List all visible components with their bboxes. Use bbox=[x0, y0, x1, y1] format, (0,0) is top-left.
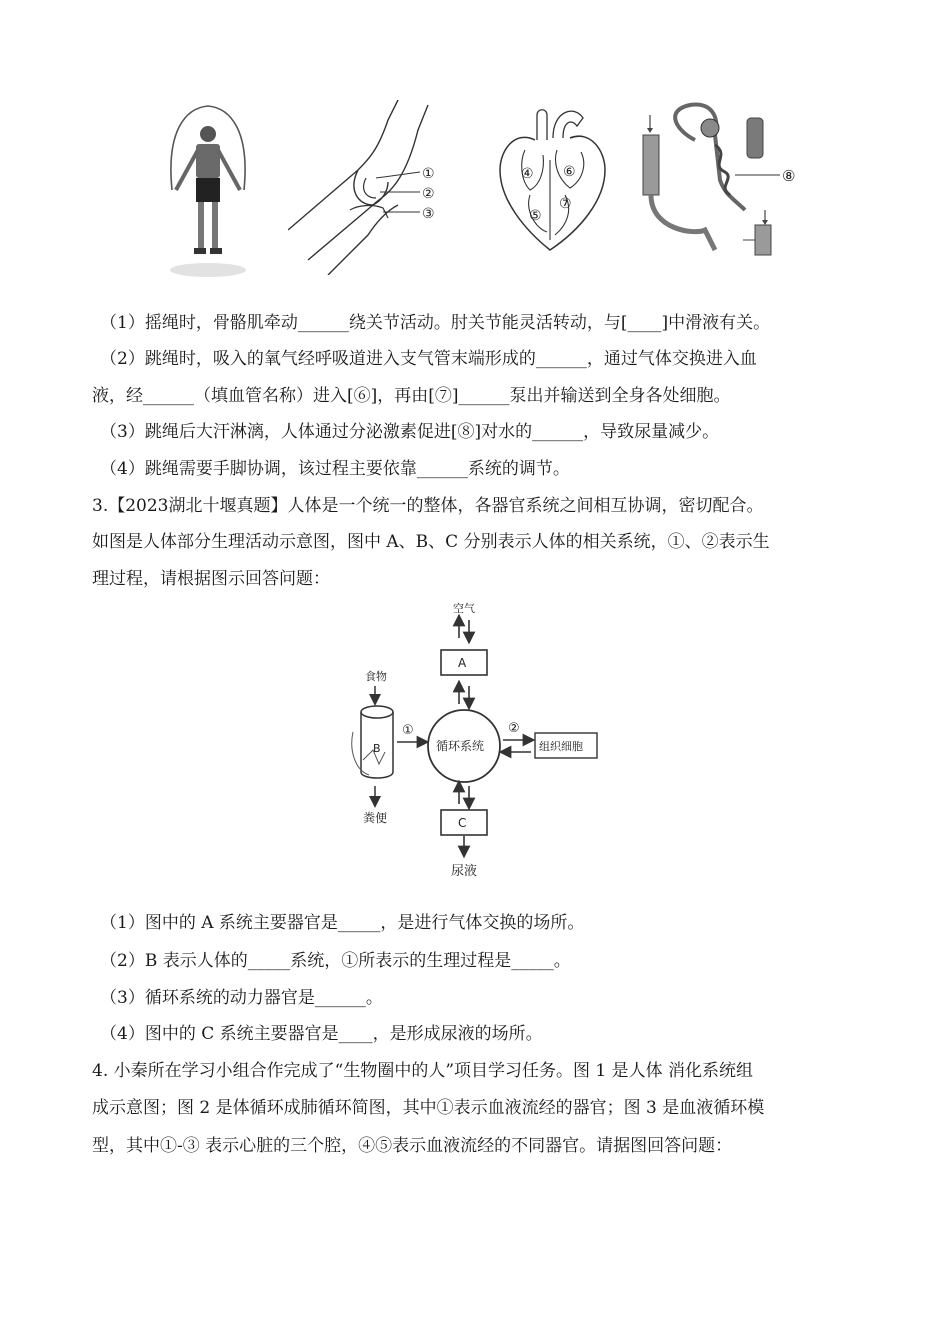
system-a-label: A bbox=[458, 656, 467, 670]
process-2-label: ② bbox=[508, 721, 520, 736]
circulation-label: 循环系统 bbox=[436, 739, 485, 753]
heart-label-6: ⑥ bbox=[563, 164, 576, 180]
q3-item-1: （1）图中的 A 系统主要器官是_____，是进行气体交换的场所。 bbox=[100, 913, 585, 933]
q2-item-4: （4）跳绳需要手脚协调，该过程主要依靠______系统的调节。 bbox=[100, 459, 570, 479]
process-1-label: ① bbox=[402, 723, 414, 738]
jump-rope-figure bbox=[158, 100, 258, 280]
joint-label-1: ① bbox=[422, 166, 435, 182]
nephron-figure bbox=[635, 100, 810, 260]
air-label: 空气 bbox=[453, 602, 475, 615]
q3-intro-line1: 3.【2023湖北十堰真题】人体是一个统一的整体，各器官系统之间相互协调，密切配合。 bbox=[92, 496, 764, 516]
q2-item-1: （1）摇绳时，骨骼肌牵动______绕关节活动。肘关节能灵活转动，与[____]中滑液有关。 bbox=[100, 313, 771, 333]
elbow-joint-figure bbox=[288, 100, 458, 275]
q2-item-2-line1: （2）跳绳时，吸入的氧气经呼吸道进入支气管末端形成的______，通过气体交换进入血 bbox=[100, 349, 757, 369]
q2-item-2-line2: 液，经______（填血管名称）进入[⑥]，再由[⑦]______泵出并输送到全身各处细胞。 bbox=[92, 386, 731, 406]
q3-item-2: （2）B 表示人体的_____系统，①所表示的生理过程是_____。 bbox=[100, 951, 571, 971]
q4-line1: 4. 小秦所在学习小组合作完成了“生物圈中的人”项目学习任务。图 1 是人体 消化系统组 bbox=[92, 1061, 754, 1081]
system-c-label: C bbox=[458, 816, 467, 830]
q2-item-3: （3）跳绳后大汗淋漓，人体通过分泌激素促进[⑧]对水的______，导致尿量减少。 bbox=[100, 422, 720, 442]
feces-label: 粪便 bbox=[363, 811, 388, 825]
heart-label-7: ⑦ bbox=[559, 196, 572, 212]
joint-label-2: ② bbox=[422, 186, 435, 202]
q3-item-4: （4）图中的 C 系统主要器官是____，是形成尿液的场所。 bbox=[100, 1024, 543, 1044]
q4-line2: 成示意图；图 2 是体循环成肺循环简图，其中①表示血液流经的器官；图 3 是血液循环模 bbox=[92, 1098, 765, 1118]
q4-line3: 型，其中①-③ 表示心脏的三个腔，④⑤表示血液流经的不同器官。请据图回答问题： bbox=[92, 1136, 733, 1156]
nephron-label-8: ⑧ bbox=[782, 167, 796, 185]
food-label: 食物 bbox=[365, 670, 387, 683]
heart-label-4: ④ bbox=[521, 166, 534, 182]
q3-intro-line2: 如图是人体部分生理活动示意图，图中 A、B、C 分别表示人体的相关系统，①、②表示生 bbox=[92, 532, 770, 552]
system-b-label: B bbox=[373, 742, 381, 755]
tissue-cells-label: 组织细胞 bbox=[539, 740, 583, 753]
joint-label-3: ③ bbox=[422, 206, 435, 222]
q3-item-3: （3）循环系统的动力器官是______。 bbox=[100, 988, 383, 1008]
q3-intro-line3: 理过程，请根据图示回答问题： bbox=[92, 569, 330, 589]
heart-figure bbox=[495, 100, 610, 260]
figure-row bbox=[150, 100, 830, 285]
heart-label-5: ⑤ bbox=[529, 208, 542, 224]
urine-label: 尿液 bbox=[451, 864, 478, 879]
physiology-diagram bbox=[345, 600, 615, 885]
